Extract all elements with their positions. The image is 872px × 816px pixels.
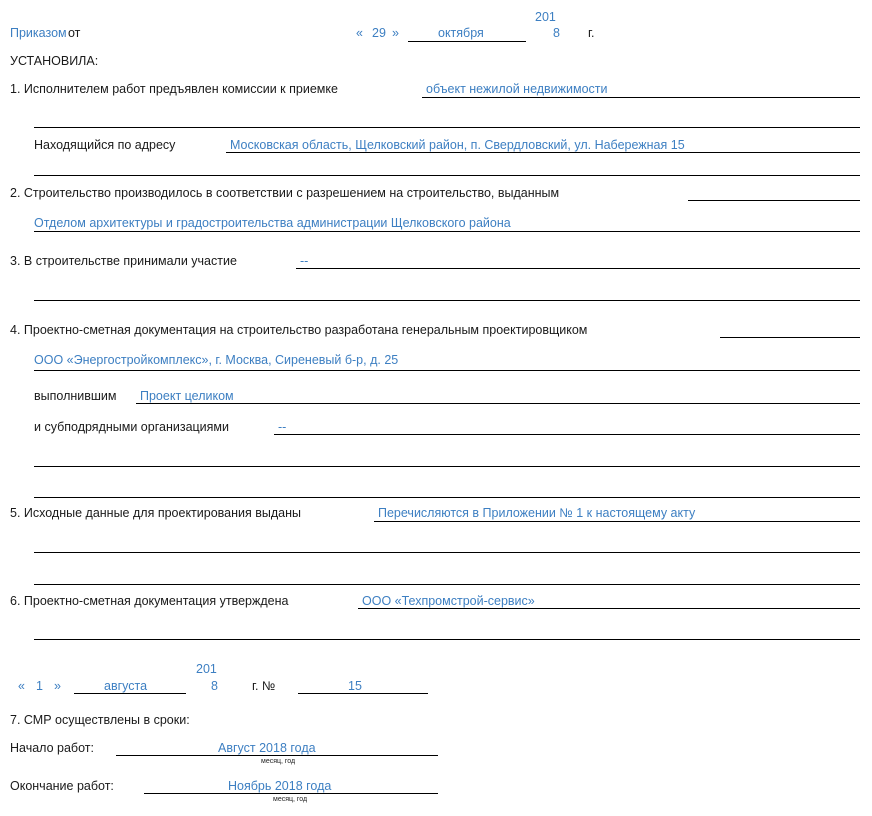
item4-blank-line2 (34, 497, 860, 498)
item5-value-line (374, 521, 860, 522)
item1-text: 1. Исполнителем работ предъявлен комиссии к приемке (10, 82, 338, 96)
order-month-underline (408, 41, 526, 42)
date2-g-no: г. № (252, 679, 276, 693)
date2-year-prefix: 201 (196, 662, 217, 676)
item3-blank-line (34, 300, 860, 301)
item1-value[interactable]: объект нежилой недвижимости (426, 82, 608, 96)
item4-value[interactable]: ООО «Энергостройкомплекс», г. Москва, Сиреневый б-р, д. 25 (34, 353, 399, 367)
item7-text: 7. СМР осуществлены в сроки: (10, 713, 190, 727)
end-value[interactable]: Ноябрь 2018 года (228, 779, 332, 793)
subcontractors-line (274, 434, 860, 435)
item5-text: 5. Исходные данные для проектирования выданы (10, 506, 301, 520)
order-year-prefix: 201 (535, 10, 556, 24)
item4-blank-line1 (34, 466, 860, 467)
performed-label: выполнившим (34, 389, 117, 403)
item1-value-line (422, 97, 860, 98)
order-year-g: г. (588, 26, 595, 40)
date2-quote-close: » (54, 679, 61, 693)
date2-month-underline (74, 693, 186, 694)
item5-blank-line2 (34, 584, 860, 585)
established-heading: УСТАНОВИЛА: (10, 54, 99, 68)
address-label: Находящийся по адресу (34, 138, 176, 152)
order-label: Приказом (10, 26, 67, 40)
date2-year-suffix[interactable]: 8 (211, 679, 218, 693)
item3-value[interactable]: -- (300, 254, 309, 268)
order-month[interactable]: октября (438, 26, 484, 40)
start-value[interactable]: Август 2018 года (218, 741, 316, 755)
start-underline (116, 755, 438, 756)
item2-text: 2. Строительство производилось в соответствии с разрешением на строительство, выданным (10, 186, 560, 200)
item3-text: 3. В строительстве принимали участие (10, 254, 237, 268)
end-label: Окончание работ: (10, 779, 114, 793)
item1-blank-line (34, 127, 860, 128)
item5-blank-line1 (34, 552, 860, 553)
date2-quote-open: « (18, 679, 25, 693)
end-hint: месяц, год (273, 796, 308, 803)
subcontractors-label: и субподрядными организациями (34, 420, 230, 434)
order-year-suffix[interactable]: 8 (553, 26, 560, 40)
item6-text: 6. Проектно-сметная документация утверждена (10, 594, 289, 608)
date2-number-underline (298, 693, 428, 694)
item2-value[interactable]: Отделом архитектуры и градостроительства администрации Щелковского района (34, 216, 511, 230)
item3-value-line (296, 268, 860, 269)
item5-value[interactable]: Перечисляются в Приложении № 1 к настоящему акту (378, 506, 696, 520)
performed-value[interactable]: Проект целиком (140, 389, 234, 403)
from-label: от (68, 26, 81, 40)
order-day[interactable]: 29 (372, 26, 386, 40)
start-label: Начало работ: (10, 741, 94, 755)
subcontractors-value[interactable]: -- (278, 420, 287, 434)
quote-open: « (356, 26, 363, 40)
item4-text: 4. Проектно-сметная документация на строительство разработана генеральным проектировщиком (10, 323, 588, 337)
address-value[interactable]: Московская область, Щелковский район, п. Свердловский, ул. Набережная 15 (230, 138, 685, 152)
date2-month[interactable]: августа (104, 679, 148, 693)
item4-value-line (34, 370, 860, 371)
item6-value[interactable]: ООО «Техпромстрой-сервис» (362, 594, 535, 608)
item4-tail-line (720, 337, 860, 338)
end-underline (144, 793, 438, 794)
address-blank-line (34, 175, 860, 176)
quote-close: » (392, 26, 399, 40)
performed-line (136, 403, 860, 404)
item6-blank-line (34, 639, 860, 640)
item2-tail-line (688, 200, 860, 201)
address-line (226, 152, 860, 153)
start-hint: месяц, год (261, 758, 296, 765)
item6-value-line (358, 608, 860, 609)
item2-value-line (34, 231, 860, 232)
date2-day[interactable]: 1 (36, 679, 43, 693)
date2-number[interactable]: 15 (348, 679, 362, 693)
